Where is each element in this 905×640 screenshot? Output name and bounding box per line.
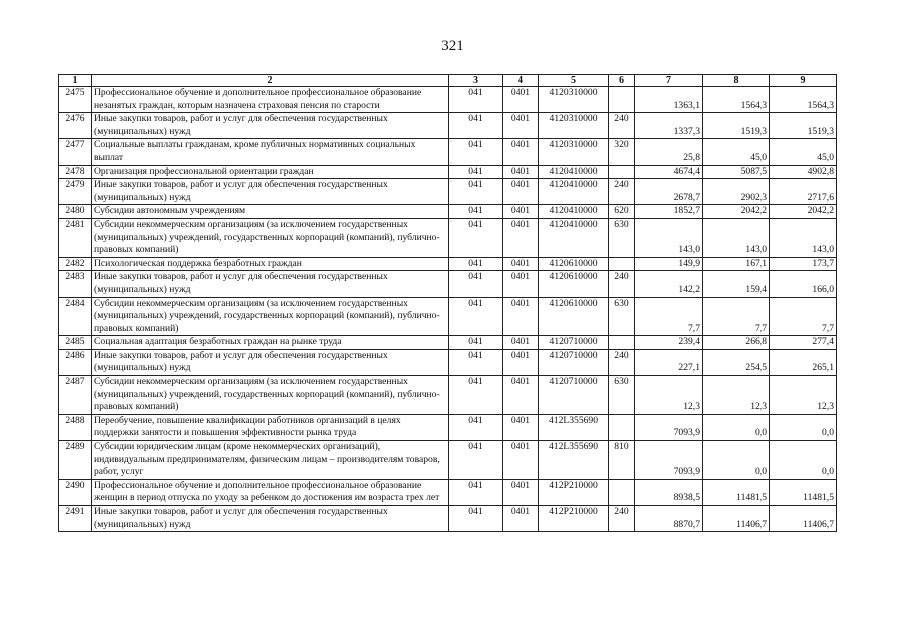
row-number: 2480 xyxy=(59,205,92,219)
row-name: Организация профессиональной ориентации граждан xyxy=(92,165,449,179)
row-number: 2481 xyxy=(59,218,92,257)
row-code-ministry: 041 xyxy=(449,441,503,480)
row-code-ministry: 041 xyxy=(449,165,503,179)
row-code-expense-type: 630 xyxy=(609,218,635,257)
row-value-9: 265,1 xyxy=(770,349,837,375)
row-name: Субсидии некоммерческим организациям (за исключением государственных (муниципальных) учреждений, государственных корпораций (компаний), публично-правовых компаний) xyxy=(92,218,449,257)
row-code-ministry: 041 xyxy=(449,376,503,415)
table-row xyxy=(59,113,837,139)
header-row xyxy=(59,75,837,87)
row-value-8: 5087,5 xyxy=(703,165,770,179)
row-value-8: 2042,2 xyxy=(703,205,770,219)
row-code-expense-type: 630 xyxy=(609,297,635,336)
table-row xyxy=(59,336,837,350)
row-number: 2476 xyxy=(59,113,92,139)
row-code-section: 0401 xyxy=(503,479,539,505)
row-code-section: 0401 xyxy=(503,297,539,336)
row-value-8: 143,0 xyxy=(703,218,770,257)
row-number: 2483 xyxy=(59,271,92,297)
table-row xyxy=(59,218,837,257)
row-name: Иные закупки товаров, работ и услуг для обеспечения государственных (муниципальных) нужд xyxy=(92,271,449,297)
row-code-section: 0401 xyxy=(503,376,539,415)
row-value-7: 143,0 xyxy=(635,218,703,257)
row-code-ministry: 041 xyxy=(449,479,503,505)
row-value-7: 7093,9 xyxy=(635,441,703,480)
row-value-7: 227,1 xyxy=(635,349,703,375)
row-value-9: 7,7 xyxy=(770,297,837,336)
row-code-ministry: 041 xyxy=(449,113,503,139)
row-value-7: 4674,4 xyxy=(635,165,703,179)
row-value-8: 7,7 xyxy=(703,297,770,336)
col-header: 8 xyxy=(703,75,770,87)
row-number: 2482 xyxy=(59,257,92,271)
row-name: Иные закупки товаров, работ и услуг для обеспечения государственных (муниципальных) нужд xyxy=(92,506,449,532)
row-code-target: 4120710000 xyxy=(539,349,609,375)
row-code-expense-type: 240 xyxy=(609,349,635,375)
row-value-7: 7,7 xyxy=(635,297,703,336)
row-name: Социальная адаптация безработных граждан на рынке труда xyxy=(92,336,449,350)
row-number: 2491 xyxy=(59,506,92,532)
row-code-expense-type: 320 xyxy=(609,139,635,165)
row-code-target: 412P210000 xyxy=(539,506,609,532)
table-row xyxy=(59,179,837,205)
row-value-9: 277,4 xyxy=(770,336,837,350)
row-code-ministry: 041 xyxy=(449,414,503,440)
row-code-expense-type: 240 xyxy=(609,179,635,205)
row-value-9: 11406,7 xyxy=(770,506,837,532)
row-value-7: 8938,5 xyxy=(635,479,703,505)
row-value-9: 0,0 xyxy=(770,414,837,440)
row-code-section: 0401 xyxy=(503,271,539,297)
table-row xyxy=(59,271,837,297)
row-code-expense-type xyxy=(609,479,635,505)
row-value-9: 166,0 xyxy=(770,271,837,297)
row-code-target: 4120610000 xyxy=(539,257,609,271)
row-value-7: 1852,7 xyxy=(635,205,703,219)
row-value-8: 266,8 xyxy=(703,336,770,350)
col-header: 5 xyxy=(539,75,609,87)
table-row xyxy=(59,87,837,113)
row-code-section: 0401 xyxy=(503,165,539,179)
row-code-target: 4120610000 xyxy=(539,271,609,297)
row-value-9: 2042,2 xyxy=(770,205,837,219)
row-value-7: 1337,3 xyxy=(635,113,703,139)
table-row xyxy=(59,165,837,179)
row-code-expense-type xyxy=(609,336,635,350)
row-value-7: 7093,9 xyxy=(635,414,703,440)
table-row xyxy=(59,205,837,219)
row-name: Иные закупки товаров, работ и услуг для обеспечения государственных (муниципальных) нужд xyxy=(92,349,449,375)
row-code-section: 0401 xyxy=(503,257,539,271)
row-value-9: 2717,6 xyxy=(770,179,837,205)
row-value-7: 12,3 xyxy=(635,376,703,415)
col-header: 4 xyxy=(503,75,539,87)
row-code-target: 4120310000 xyxy=(539,139,609,165)
row-code-ministry: 041 xyxy=(449,506,503,532)
row-number: 2486 xyxy=(59,349,92,375)
row-code-expense-type: 240 xyxy=(609,113,635,139)
row-code-ministry: 041 xyxy=(449,179,503,205)
row-code-ministry: 041 xyxy=(449,271,503,297)
row-code-section: 0401 xyxy=(503,414,539,440)
row-code-section: 0401 xyxy=(503,441,539,480)
row-name: Переобучение, повышение квалификации работников организаций в целях поддержки занятости и повышения эффективности рынка труда xyxy=(92,414,449,440)
row-number: 2478 xyxy=(59,165,92,179)
row-value-8: 11481,5 xyxy=(703,479,770,505)
row-code-target: 412L355690 xyxy=(539,414,609,440)
row-code-expense-type: 810 xyxy=(609,441,635,480)
row-code-target: 4120310000 xyxy=(539,113,609,139)
col-header: 6 xyxy=(609,75,635,87)
row-name: Профессиональное обучение и дополнительное профессиональное образование женщин в период отпуска по уходу за ребенком до достижения им возраста трех лет xyxy=(92,479,449,505)
row-code-ministry: 041 xyxy=(449,139,503,165)
row-value-7: 239,4 xyxy=(635,336,703,350)
row-name: Субсидии юридическим лицам (кроме некоммерческих организаций), индивидуальным предпринимателям, физическим лицам – производителям товаров, работ, услуг xyxy=(92,441,449,480)
row-code-expense-type: 240 xyxy=(609,271,635,297)
row-code-target: 4120410000 xyxy=(539,205,609,219)
row-name: Иные закупки товаров, работ и услуг для обеспечения государственных (муниципальных) нужд xyxy=(92,179,449,205)
table-row xyxy=(59,257,837,271)
row-value-9: 11481,5 xyxy=(770,479,837,505)
row-value-9: 1519,3 xyxy=(770,113,837,139)
row-code-ministry: 041 xyxy=(449,205,503,219)
row-code-target: 4120410000 xyxy=(539,218,609,257)
row-value-8: 11406,7 xyxy=(703,506,770,532)
row-code-section: 0401 xyxy=(503,218,539,257)
row-name: Социальные выплаты гражданам, кроме публичных нормативных социальных выплат xyxy=(92,139,449,165)
row-code-expense-type xyxy=(609,257,635,271)
row-code-ministry: 041 xyxy=(449,349,503,375)
row-number: 2475 xyxy=(59,87,92,113)
row-value-8: 254,5 xyxy=(703,349,770,375)
row-number: 2477 xyxy=(59,139,92,165)
row-code-section: 0401 xyxy=(503,506,539,532)
row-name: Субсидии некоммерческим организациям (за исключением государственных (муниципальных) учреждений, государственных корпораций (компаний), публично-правовых компаний) xyxy=(92,376,449,415)
row-code-target: 4120710000 xyxy=(539,376,609,415)
row-code-expense-type: 240 xyxy=(609,506,635,532)
row-code-target: 4120410000 xyxy=(539,165,609,179)
row-value-8: 159,4 xyxy=(703,271,770,297)
row-value-7: 2678,7 xyxy=(635,179,703,205)
row-value-8: 2902,3 xyxy=(703,179,770,205)
row-value-8: 1564,3 xyxy=(703,87,770,113)
row-value-9: 0,0 xyxy=(770,441,837,480)
row-code-section: 0401 xyxy=(503,139,539,165)
row-code-ministry: 041 xyxy=(449,218,503,257)
row-value-9: 45,0 xyxy=(770,139,837,165)
row-number: 2484 xyxy=(59,297,92,336)
row-name: Профессиональное обучение и дополнительное профессиональное образование незанятых граждан, которым назначена страховая пенсия по старости xyxy=(92,87,449,113)
row-value-8: 1519,3 xyxy=(703,113,770,139)
row-value-9: 4902,8 xyxy=(770,165,837,179)
row-code-expense-type: 630 xyxy=(609,376,635,415)
row-code-target: 412P210000 xyxy=(539,479,609,505)
row-code-target: 4120710000 xyxy=(539,336,609,350)
row-code-ministry: 041 xyxy=(449,336,503,350)
row-number: 2485 xyxy=(59,336,92,350)
row-code-section: 0401 xyxy=(503,87,539,113)
table-row xyxy=(59,414,837,440)
row-value-9: 173,7 xyxy=(770,257,837,271)
row-code-ministry: 041 xyxy=(449,87,503,113)
row-code-section: 0401 xyxy=(503,179,539,205)
row-code-section: 0401 xyxy=(503,113,539,139)
row-code-ministry: 041 xyxy=(449,297,503,336)
row-value-8: 0,0 xyxy=(703,441,770,480)
row-name: Иные закупки товаров, работ и услуг для обеспечения государственных (муниципальных) нужд xyxy=(92,113,449,139)
col-header: 7 xyxy=(635,75,703,87)
table-row xyxy=(59,139,837,165)
row-name: Субсидии некоммерческим организациям (за исключением государственных (муниципальных) учреждений, государственных корпораций (компаний), публично-правовых компаний) xyxy=(92,297,449,336)
row-name: Психологическая поддержка безработных граждан xyxy=(92,257,449,271)
table-row xyxy=(59,297,837,336)
col-header: 1 xyxy=(59,75,92,87)
row-number: 2487 xyxy=(59,376,92,415)
col-header: 9 xyxy=(770,75,837,87)
table-row xyxy=(59,506,837,532)
row-number: 2488 xyxy=(59,414,92,440)
row-number: 2489 xyxy=(59,441,92,480)
col-header: 2 xyxy=(92,75,449,87)
row-code-target: 4120410000 xyxy=(539,179,609,205)
page-number: 321 xyxy=(441,38,464,54)
row-code-expense-type xyxy=(609,87,635,113)
row-value-8: 45,0 xyxy=(703,139,770,165)
row-name: Субсидии автономным учреждениям xyxy=(92,205,449,219)
row-value-7: 142,2 xyxy=(635,271,703,297)
row-value-7: 25,8 xyxy=(635,139,703,165)
table-row xyxy=(59,376,837,415)
row-value-8: 167,1 xyxy=(703,257,770,271)
row-value-9: 1564,3 xyxy=(770,87,837,113)
row-value-8: 12,3 xyxy=(703,376,770,415)
row-code-section: 0401 xyxy=(503,349,539,375)
row-number: 2490 xyxy=(59,479,92,505)
row-code-section: 0401 xyxy=(503,205,539,219)
row-code-target: 4120310000 xyxy=(539,87,609,113)
row-number: 2479 xyxy=(59,179,92,205)
row-code-target: 412L355690 xyxy=(539,441,609,480)
row-value-9: 12,3 xyxy=(770,376,837,415)
table-row xyxy=(59,441,837,480)
table-row xyxy=(59,479,837,505)
row-value-9: 143,0 xyxy=(770,218,837,257)
row-value-8: 0,0 xyxy=(703,414,770,440)
budget-table xyxy=(58,74,837,532)
row-value-7: 1363,1 xyxy=(635,87,703,113)
row-value-7: 149,9 xyxy=(635,257,703,271)
col-header: 3 xyxy=(449,75,503,87)
row-code-expense-type xyxy=(609,414,635,440)
row-code-expense-type xyxy=(609,165,635,179)
row-value-7: 8870,7 xyxy=(635,506,703,532)
row-code-ministry: 041 xyxy=(449,257,503,271)
row-code-section: 0401 xyxy=(503,336,539,350)
table-row xyxy=(59,349,837,375)
row-code-target: 4120610000 xyxy=(539,297,609,336)
row-code-expense-type: 620 xyxy=(609,205,635,219)
